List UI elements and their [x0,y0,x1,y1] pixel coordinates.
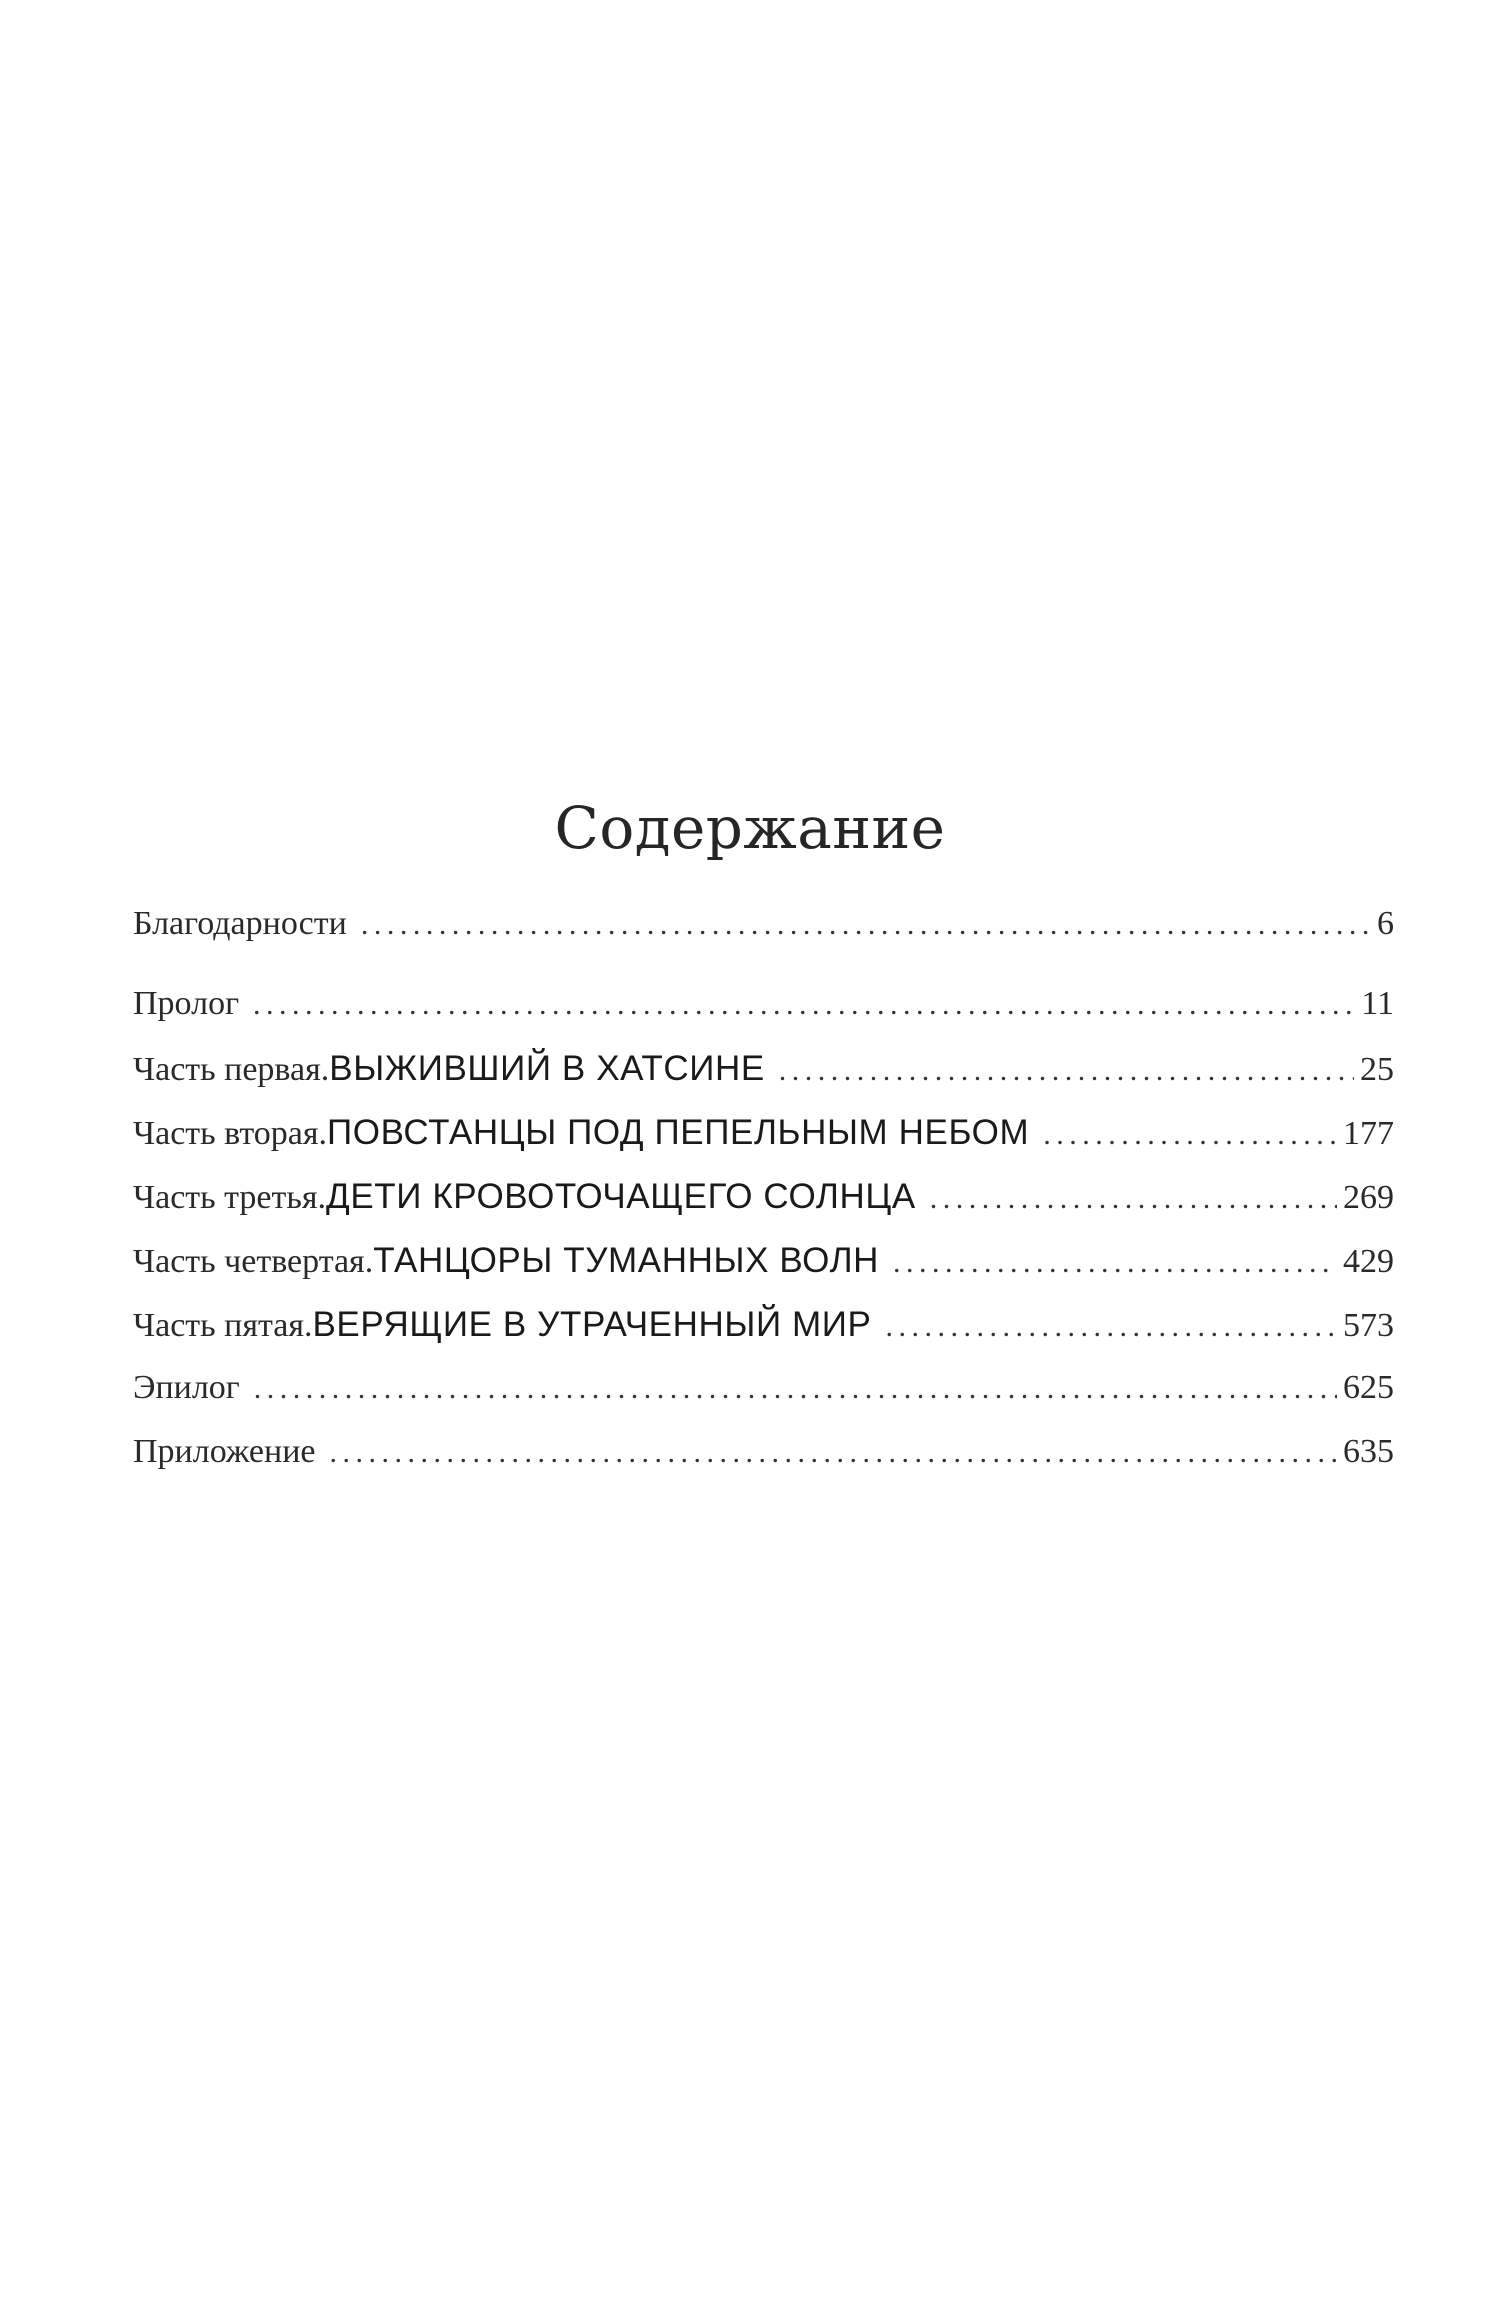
dot-leader [893,1246,1337,1280]
entry-label: Часть первая. [133,1051,330,1088]
dot-leader [329,1436,1337,1470]
entry-title: ВЕРЯЩИЕ В УТРАЧЕННЫЙ МИР [312,1305,872,1344]
toc-entry-epilogue[interactable] [133,1369,1394,1433]
entry-title: ТАНЦОРЫ ТУМАННЫХ ВОЛН [373,1241,880,1280]
entry-page-number: 625 [1343,1369,1394,1406]
entry-label: Пролог [133,985,240,1022]
table-of-contents [133,905,1394,1497]
toc-entry-part-three[interactable] [133,1177,1394,1241]
dot-leader [361,908,1371,942]
entry-label: Часть третья. [133,1179,327,1216]
toc-entry-part-one[interactable] [133,1049,1394,1113]
entry-title: ВЫЖИВШИЙ В ХАТСИНЕ [329,1049,765,1088]
toc-entry-part-two[interactable] [133,1113,1394,1177]
toc-entry-part-four[interactable] [133,1241,1394,1305]
dot-leader [886,1310,1337,1344]
dot-leader [779,1054,1354,1088]
entry-page-number: 269 [1343,1179,1394,1216]
dot-leader [1043,1118,1337,1152]
entry-label: Приложение [133,1433,316,1470]
entry-label: Часть четвертая. [133,1243,374,1280]
entry-label: Эпилог [133,1369,240,1406]
entry-label: Часть пятая. [133,1307,313,1344]
toc-entry-acknowledgements[interactable] [133,905,1394,985]
entry-label: Благодарности [133,905,347,942]
entry-page-number: 573 [1343,1307,1394,1344]
entry-label: Часть вторая. [133,1115,327,1152]
toc-entry-appendix[interactable] [133,1433,1394,1497]
dot-leader [254,1372,1337,1406]
toc-heading: Содержание [554,793,946,862]
entry-title: ДЕТИ КРОВОТОЧАЩЕГО СОЛНЦА [326,1177,916,1216]
toc-entry-prologue[interactable] [133,985,1394,1049]
entry-page-number: 177 [1343,1115,1394,1152]
entry-page-number: 11 [1361,985,1394,1022]
entry-page-number: 6 [1377,905,1394,942]
entry-page-number: 25 [1360,1051,1394,1088]
entry-page-number: 635 [1343,1433,1394,1470]
dot-leader [253,988,1355,1022]
dot-leader [930,1182,1337,1216]
toc-entry-part-five[interactable] [133,1305,1394,1369]
entry-title: ПОВСТАНЦЫ ПОД ПЕПЕЛЬНЫМ НЕБОМ [327,1113,1030,1152]
entry-page-number: 429 [1343,1243,1394,1280]
